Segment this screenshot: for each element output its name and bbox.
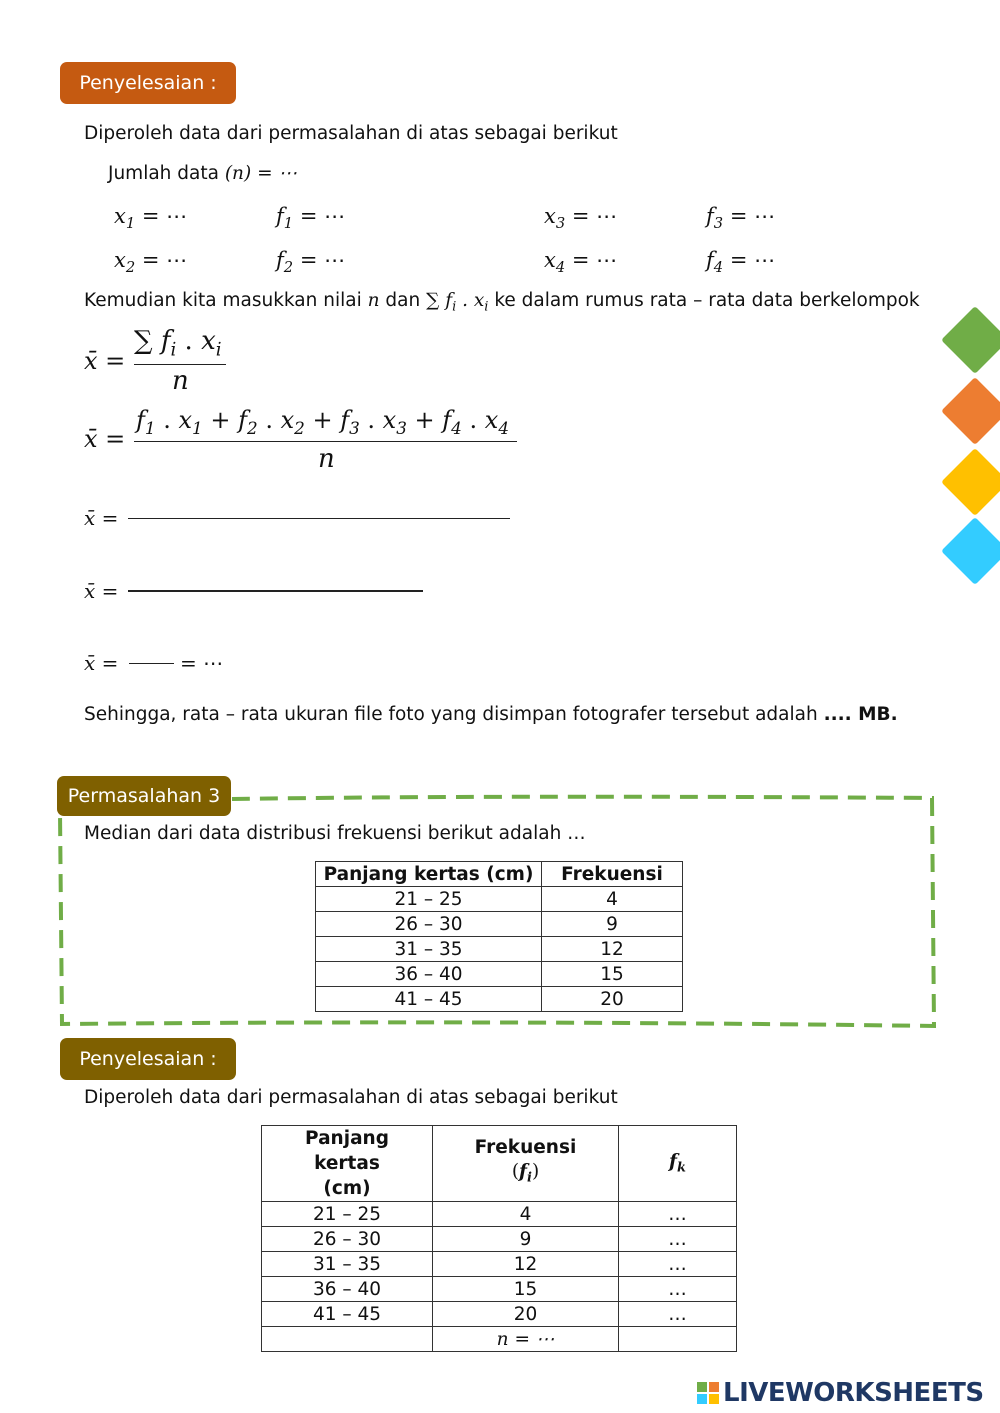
table-row: 31 – 35 12 … xyxy=(262,1252,737,1277)
col-header-length: Panjang kertas (cm) xyxy=(316,862,542,887)
intro-2-text: Diperoleh data dari permasalahan di atas sebagai berikut xyxy=(84,1087,618,1108)
jumlah-label: Jumlah data xyxy=(108,163,225,184)
liveworksheets-logo xyxy=(697,1378,984,1408)
intro-text: Diperoleh data dari permasalahan di atas sebagai berikut xyxy=(84,123,618,144)
fk-cell[interactable]: … xyxy=(619,1252,737,1277)
col-header-frequency: Frekuensi xyxy=(542,862,683,887)
logo-text: LIVEWORKSHEETS xyxy=(723,1378,984,1408)
mean-blank-line-1: x̄ = xyxy=(84,506,119,530)
conclusion-text: Sehingga, rata – rata ukuran file foto yang disimpan fotografer tersebut adalah .... MB. xyxy=(84,704,898,725)
fk-cell[interactable]: … xyxy=(619,1302,737,1327)
jumlah-math: (n) = ⋯ xyxy=(224,163,297,184)
table-row: 41 – 45 20 xyxy=(316,987,683,1012)
solution-badge: Penyelesaian : xyxy=(60,62,236,104)
mean-blank-line-2: x̄ = xyxy=(84,579,119,603)
fk-cell[interactable]: … xyxy=(619,1277,737,1302)
fk-cell[interactable]: … xyxy=(619,1202,737,1227)
var-x2: $x_2$ = ⋯ xyxy=(114,248,188,277)
var-x4: $x_4$ = ⋯ xyxy=(544,248,618,277)
col-header-cumulative: $f_k$ xyxy=(619,1126,737,1202)
var-x1: $x_1$ = ⋯ xyxy=(114,204,188,233)
table-row: 41 – 45 20 … xyxy=(262,1302,737,1327)
problem-table xyxy=(315,861,683,1012)
var-f4: $f_4$ = ⋯ xyxy=(706,248,776,277)
var-x3: $x_3$ = ⋯ xyxy=(544,204,618,233)
problem-3-badge: Permasalahan 3 xyxy=(57,776,231,816)
table-row: 36 – 40 15 xyxy=(316,962,683,987)
solution-table xyxy=(261,1125,737,1352)
kemudian-text: Kemudian kita masukkan nilai n dan ∑ $f_i$ . $x_i$ ke dalam rumus rata – rata data berkelompok xyxy=(84,290,920,315)
solution-2-badge: Penyelesaian : xyxy=(60,1038,236,1080)
table-row: 31 – 35 12 xyxy=(316,937,683,962)
col-header-frequency: Frekuensi $(f_i)$ xyxy=(433,1126,619,1202)
fk-cell[interactable]: … xyxy=(619,1227,737,1252)
table-row: 26 – 30 9 xyxy=(316,912,683,937)
table-row: 36 – 40 15 … xyxy=(262,1277,737,1302)
total-n-cell[interactable]: n = ⋯ xyxy=(433,1327,619,1352)
table-total-row xyxy=(262,1327,737,1352)
conclusion-answer: .... MB. xyxy=(823,704,898,725)
var-f3: $f_3$ = ⋯ xyxy=(706,204,776,233)
problem-3-question: Median dari data distribusi frekuensi berikut adalah … xyxy=(84,823,586,844)
logo-icon xyxy=(697,1382,719,1404)
table-row: 21 – 25 4 … xyxy=(262,1202,737,1227)
col-header-length: Panjang kertas (cm) xyxy=(262,1126,433,1202)
mean-result: = ⋯ xyxy=(180,651,224,675)
var-f2: $f_2$ = ⋯ xyxy=(276,248,346,277)
var-f1: $f_1$ = ⋯ xyxy=(276,204,346,233)
table-row: 21 – 25 4 xyxy=(316,887,683,912)
mean-blank-line-3: x̄ = xyxy=(84,651,119,675)
table-row: 26 – 30 9 … xyxy=(262,1227,737,1252)
